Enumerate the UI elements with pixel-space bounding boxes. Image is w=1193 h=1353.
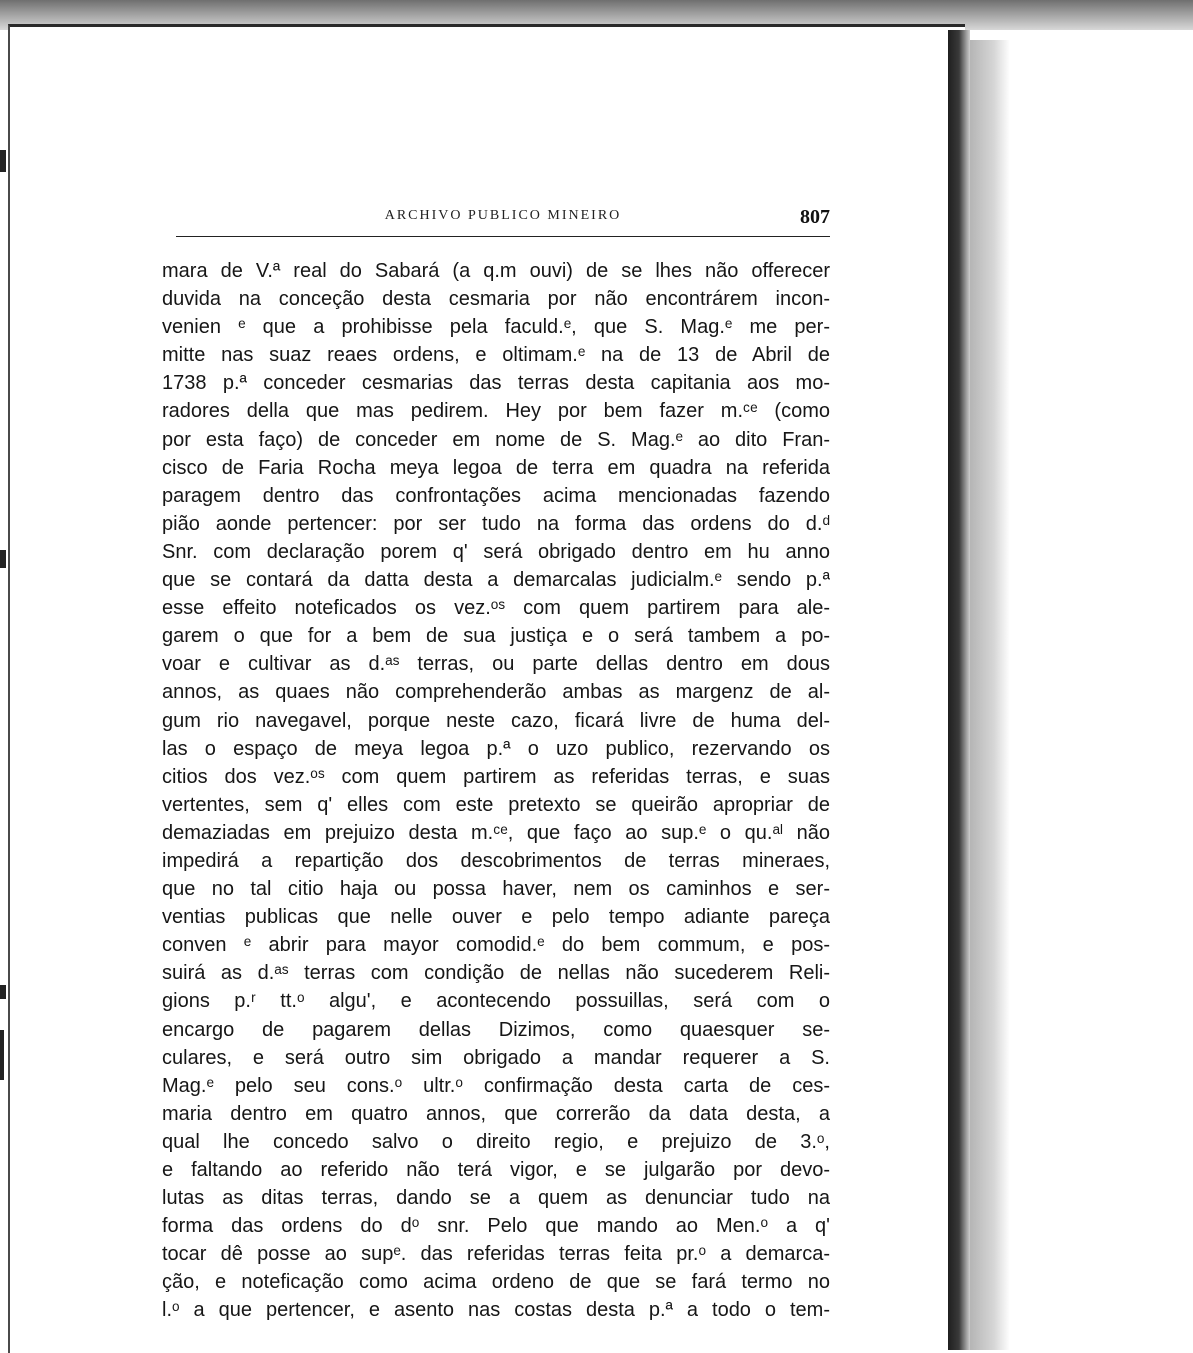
text-line: maria dentro em quatro annos, que correrão da data desta, a [162,1102,830,1125]
text-line: conven ᵉ abrir para mayor comodid.ᵉ do bem commum, e pos- [162,934,830,957]
text-line: l.ᵒ a que pertencer, e asento nas costas desta p.ª a todo o tem- [162,1299,830,1322]
body-text [162,257,830,1325]
text-line: esse effeito noteficados os vez.ᵒˢ com quem partirem para ale- [162,597,830,620]
text-line: impedirá a repartição dos descobrimentos de terras mineraes, [162,849,830,872]
text-line: e faltando ao referido não terá vigor, e se julgarão por devo- [162,1159,830,1181]
page-edge-shadow [948,30,970,1350]
text-line: mitte nas suaz reaes ordens, e oltimam.ᵉ na de 13 de Abril de [162,344,830,367]
page-header [176,196,830,237]
text-line: gum rio navegavel, porque neste cazo, ficará livre de huma del- [162,709,830,732]
text-line: forma das ordens do dᵒ snr. Pelo que mando ao Men.ᵒ a q' [162,1215,830,1238]
book-gutter [970,40,1010,1350]
text-line: pião aonde pertencer: por ser tudo na forma das ordens do d.ᵈ [162,512,830,535]
text-line: duvida na conceção desta cesmaria por não encontrárem incon- [162,288,830,311]
text-line: annos, as quaes não comprehenderão ambas as margenz de al- [162,681,830,704]
text-line: demaziadas em prejuizo desta m.ᶜᵉ, que faço ao sup.ᵉ o qu.ᵃˡ não [162,821,830,844]
binding-mark [0,985,6,999]
text-line: 1738 p.ª conceder cesmarias das terras desta capitania aos mo- [162,372,830,395]
binding-mark [0,1030,4,1080]
text-line: suirá as d.ᵃˢ terras com condição de nellas não sucederem Reli- [162,962,830,985]
text-line: mara de V.ª real do Sabará (a q.m ouvi) de se lhes não offerecer [162,260,830,282]
text-line: Snr. com declaração porem q' será obrigado dentro em hu anno [162,540,830,563]
text-line: culares, e será outro sim obrigado a mandar requerer a S. [162,1046,830,1069]
text-line: qual lhe concedo salvo o direito regio, e prejuizo de 3.ᵒ, [162,1130,830,1153]
text-line: citios dos vez.ᵒˢ com quem partirem as referidas terras, e suas [162,765,830,788]
text-line: ção, e noteficação como acima ordeno de que se fará termo no [162,1271,830,1294]
text-line: encargo de pagarem dellas Dizimos, como quaesquer se- [162,1018,830,1041]
text-line: gions p.ʳ tt.ᵒ algu', e acontecendo possuillas, será com o [162,990,830,1013]
text-line: voar e cultivar as d.ᵃˢ terras, ou parte dellas dentro em dous [162,653,830,676]
binding-mark [0,550,6,568]
running-head: ARCHIVO PUBLICO MINEIRO [384,208,622,223]
text-line: Mag.ᵉ pelo seu cons.ᵒ ultr.ᵒ confirmação desta carta de ces- [162,1074,830,1097]
text-line: paragem dentro das confrontações acima mencionadas fazendo [162,484,830,507]
text-line: ventias publicas que nelle ouver e pelo tempo adiante pareça [162,906,830,929]
text-line: cisco de Faria Rocha meya legoa de terra em quadra na referida [162,456,830,479]
text-line: tocar dê posse ao supᵉ. das referidas terras feita pr.ᵒ a demarca- [162,1243,830,1266]
text-line: vertentes, sem q' elles com este pretexto se queirão apropriar de [162,793,830,816]
text-line: las o espaço de meya legoa p.ª o uzo publico, rezervando os [162,737,830,760]
text-line: garem o que for a bem de sua justiça e o será tambem a po- [162,625,830,648]
binding-mark [0,150,6,172]
text-line: que no tal citio haja ou possa haver, nem os caminhos e ser- [162,878,830,901]
text-line: lutas as ditas terras, dando se a quem as denunciar tudo na [162,1187,830,1210]
page-number: 807 [800,206,830,228]
text-line: por esta faço) de conceder em nome de S. Mag.ᵉ ao dito Fran- [162,428,830,451]
text-line: radores della que mas pedirem. Hey por bem fazer m.ᶜᵉ (como [162,400,830,423]
text-line: que se contará da datta desta a demarcalas judicialm.ᵉ sendo p.ª [162,569,830,592]
text-line: venien ᵉ que a prohibisse pela faculd.ᵉ, que S. Mag.ᵉ me per- [162,316,830,339]
